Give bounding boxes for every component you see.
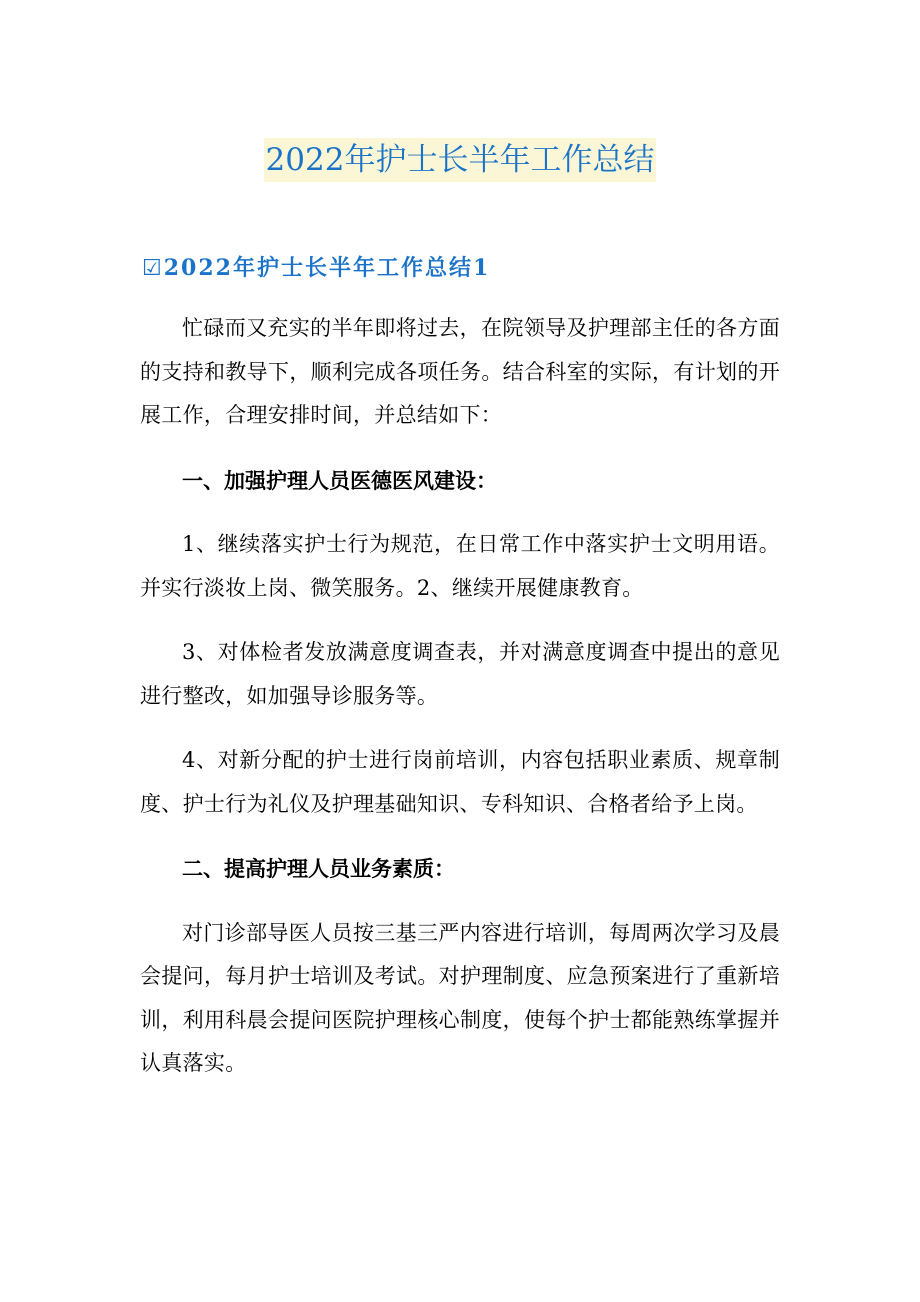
sub-heading-quality: 二、提高护理人员业务素质： [182,856,455,881]
sub-heading-ethics: 一、加强护理人员医德医风建设： [182,467,497,493]
paragraph-item-3: 3、对体检者发放满意度调查表，并对满意度调查中提出的意见进行整改，如加强导诊服务等。 [140,640,780,708]
checkbox-icon: ☑ [142,256,164,281]
paragraph-item-1: 1、继续落实护士行为规范，在日常工作中落实护士文明用语。并实行淡妆上岗、微笑服务。2、继续开展健康教育。 [140,532,780,600]
paragraph-training: 对门诊部导医人员按三基三严内容进行培训，每周两次学习及晨会提问，每月护士培训及考试。对护理制度、应急预案进行了重新培训，利用科晨会提问医院护理核心制度，使每个护士都能熟练掌握并认真落实。 [140,920,780,1075]
paragraph-intro: 忙碌而又充实的半年即将过去，在院领导及护理部主任的各方面的支持和教导下，顺利完成各项任务。结合科室的实际，有计划的开展工作，合理安排时间，并总结如下： [140,316,780,427]
paragraph-item-4: 4、对新分配的护士进行岗前培训，内容包括职业素质、规章制度、护士行为礼仪及护理基础知识、专科知识、合格者给予上岗。 [140,748,780,816]
document-body [140,307,780,1107]
page-title: 2022年护士长半年工作总结 [264,138,657,182]
section-heading [142,252,490,285]
section-heading-text: 2022年护士长半年工作总结1 [163,255,491,281]
title-container [0,138,920,182]
